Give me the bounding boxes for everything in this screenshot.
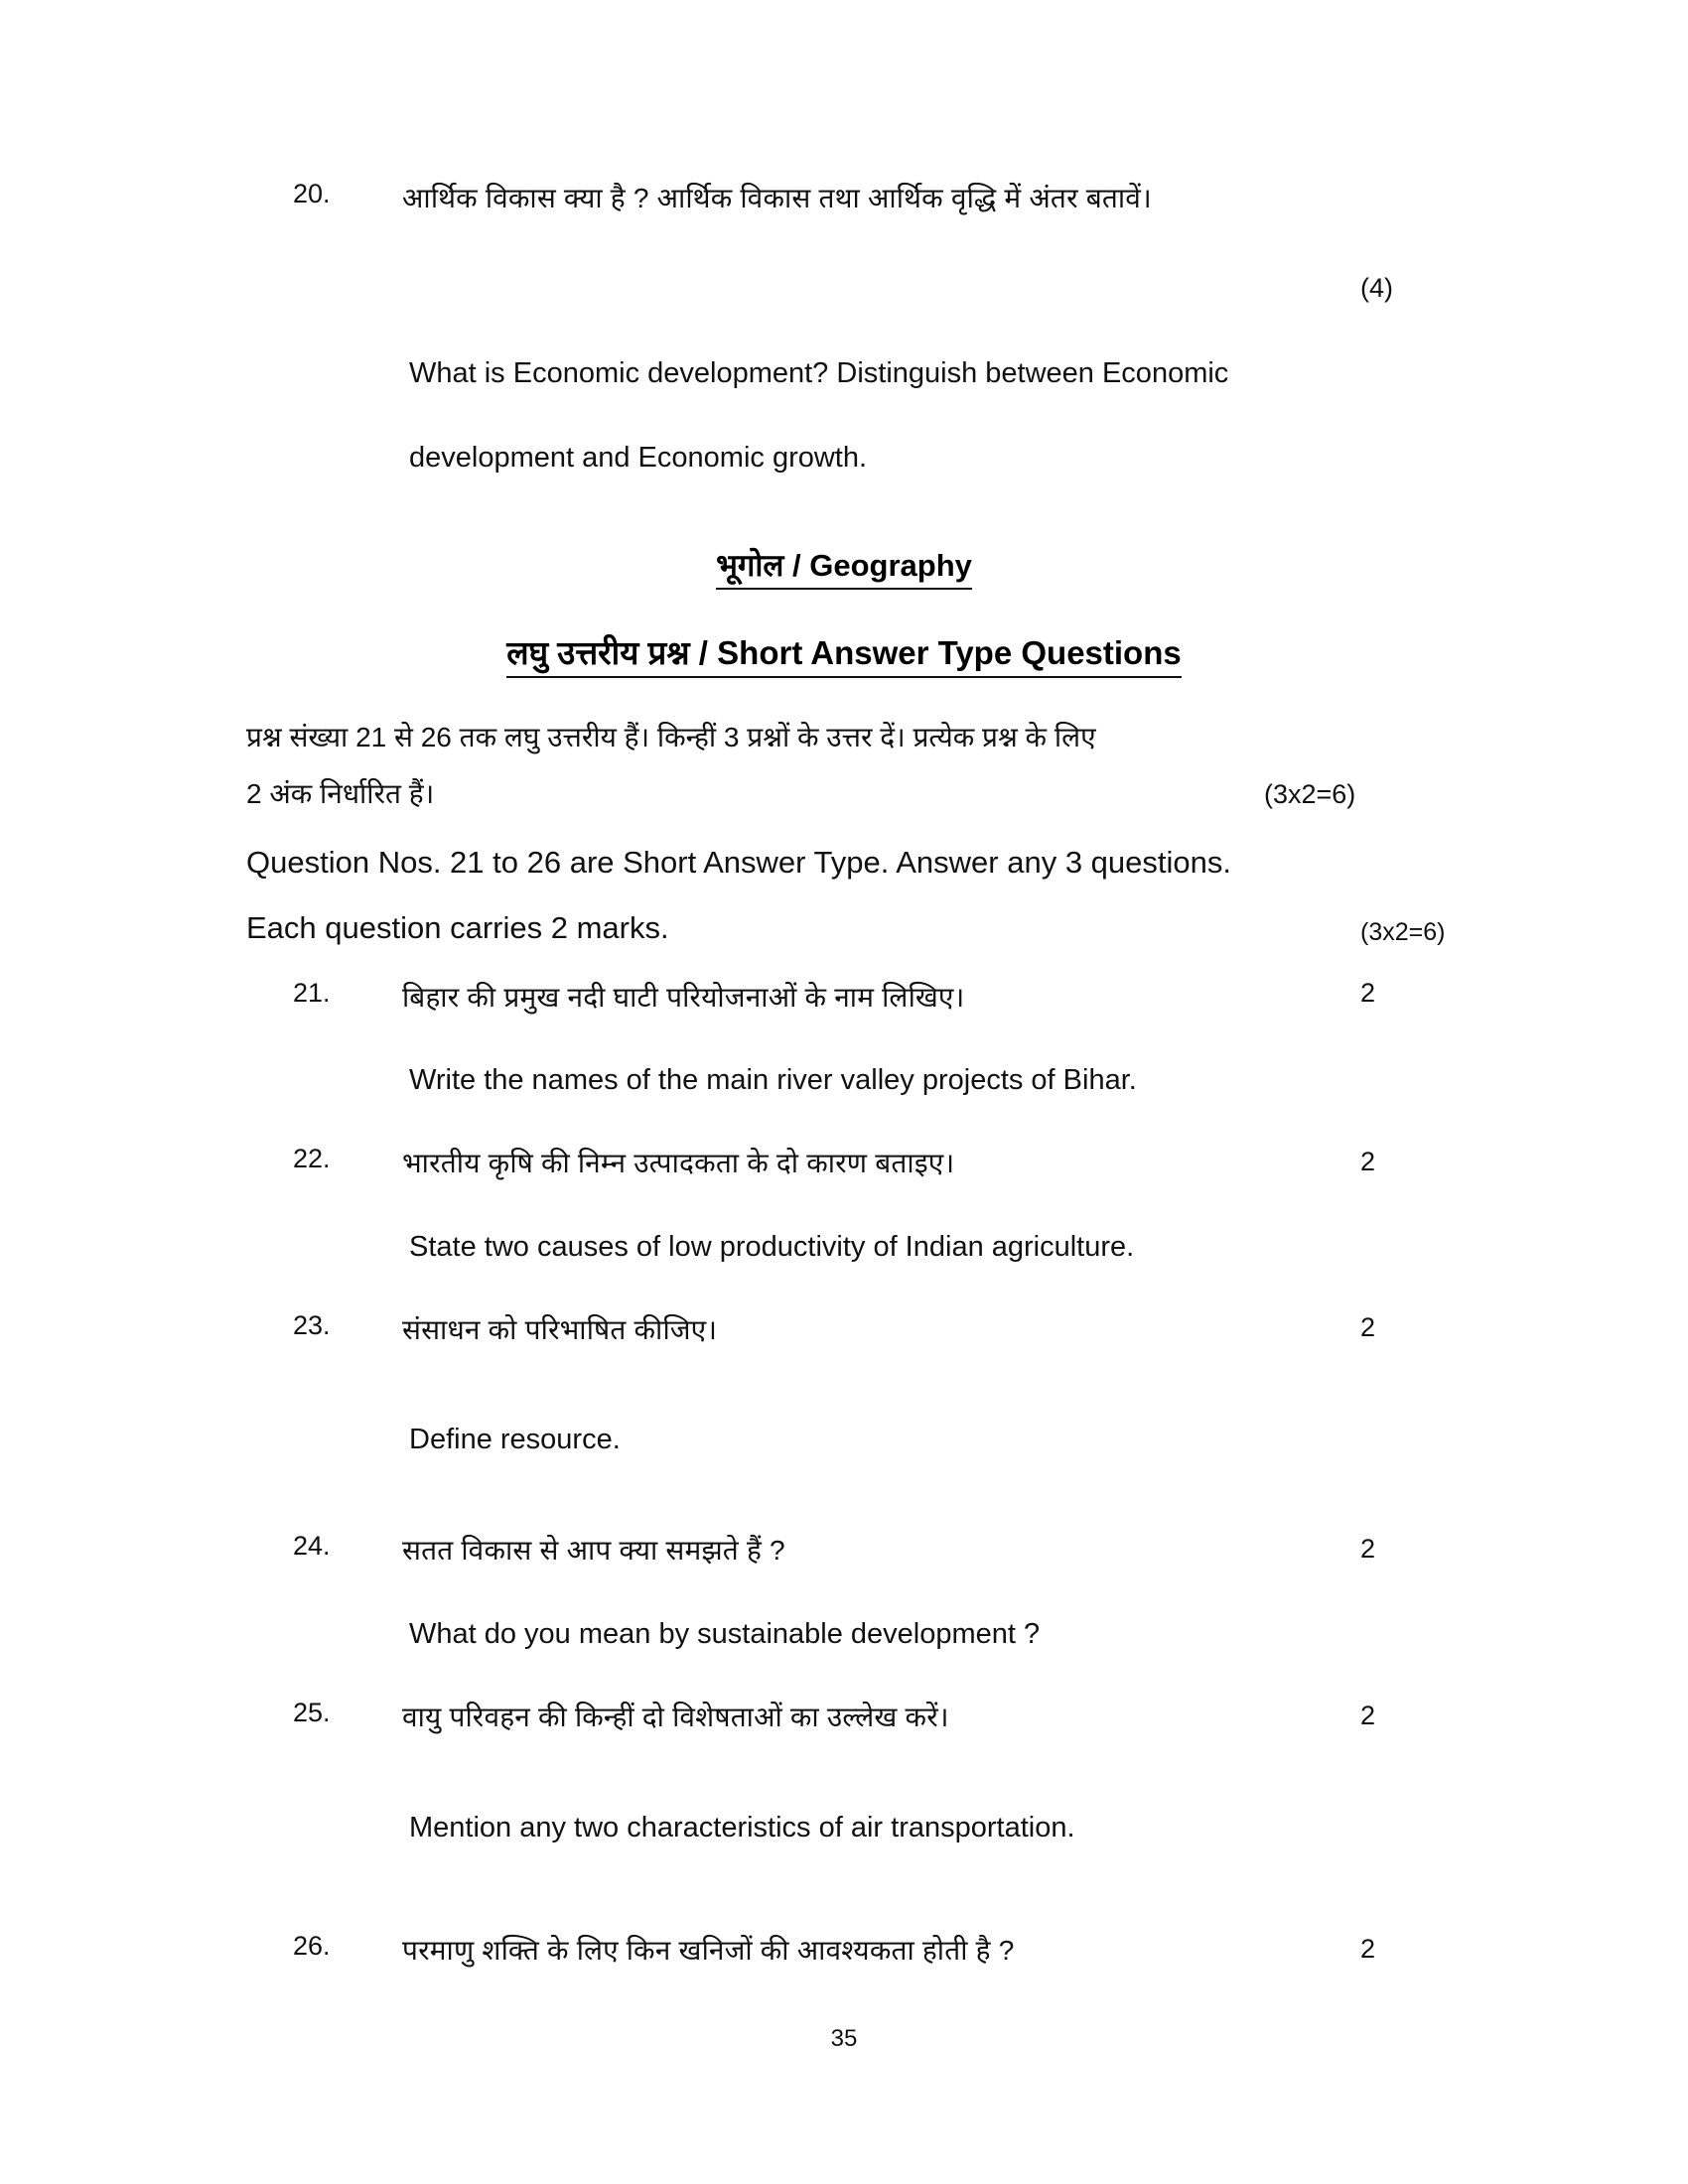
question-21-hindi-text: बिहार की प्रमुख नदी घाटी परियोजनाओं के नाम लिखिए। <box>402 982 965 1013</box>
question-26-number: 26. <box>293 1931 331 1961</box>
question-20-hindi-text: आर्थिक विकास क्या है ? आर्थिक विकास तथा आर्थिक वृद्धि में अंतर बतावें। <box>402 183 1152 213</box>
question-20-number: 20. <box>293 179 331 208</box>
question-23-row <box>293 1310 1534 1348</box>
question-24-marks: 2 <box>1360 1534 1376 1564</box>
question-21-english-text: Write the names of the main river valley projects of Bihar. <box>409 1064 1137 1096</box>
question-24-hindi-text: सतत विकास से आप क्या समझते हैं ? <box>402 1535 785 1566</box>
section-heading-label: लघु उत्तरीय प्रश्न / Short Answer Type Questions <box>506 629 1181 678</box>
question-21-number: 21. <box>293 978 331 1008</box>
question-25-hindi-text: वायु परिवहन की किन्हीं दो विशेषताओं का उल्लेख करें। <box>402 1702 949 1732</box>
question-21-row <box>293 978 1534 1016</box>
instructions-english-line1: Question Nos. 21 to 26 are Short Answer Type. Answer any 3 questions. <box>246 845 1231 880</box>
subject-heading-label: भूगोल / Geography <box>716 544 972 590</box>
question-23-english-text: Define resource. <box>409 1424 621 1455</box>
question-21-marks: 2 <box>1360 978 1376 1008</box>
question-22-row <box>293 1144 1534 1181</box>
question-25-row <box>293 1698 1534 1735</box>
question-23-marks: 2 <box>1360 1312 1376 1342</box>
instructions-hindi-marks: (3x2=6) <box>1264 779 1356 809</box>
question-20-marks: (4) <box>1360 273 1393 303</box>
question-22-number: 22. <box>293 1144 331 1173</box>
question-23-hindi-text: संसाधन को परिभाषित कीजिए। <box>402 1314 718 1345</box>
question-23-number: 23. <box>293 1310 331 1340</box>
question-20-row <box>293 179 1534 216</box>
question-22-english-text: State two causes of low productivity of Indian agriculture. <box>409 1231 1135 1263</box>
instructions-english-marks: (3x2=6) <box>1360 918 1446 946</box>
question-22-hindi-text: भारतीय कृषि की निम्न उत्पादकता के दो कारण बताइए। <box>402 1148 955 1178</box>
question-25-marks: 2 <box>1360 1701 1376 1730</box>
question-24-number: 24. <box>293 1531 331 1561</box>
question-20-english-line2: development and Economic growth. <box>409 442 868 474</box>
page-number: 35 <box>830 2025 858 2052</box>
question-24-english-text: What do you mean by sustainable development ? <box>409 1618 1041 1650</box>
question-24-row <box>293 1531 1534 1569</box>
question-22-marks: 2 <box>1360 1147 1376 1176</box>
instructions-hindi-line1: प्रश्न संख्या 21 से 26 तक लघु उत्तरीय हैं। किन्हीं 3 प्रश्नों के उत्तर दें। प्रत्येक प्रश्न के लिए <box>246 722 1096 752</box>
question-25-english-text: Mention any two characteristics of air transportation. <box>409 1812 1075 1843</box>
question-26-row <box>293 1931 1534 1969</box>
instructions-hindi-line2: 2 अंक निर्धारित हैं। <box>246 778 435 809</box>
question-20-english-line1: What is Economic development? Distinguish between Economic <box>409 357 1229 389</box>
question-26-hindi-text: परमाणु शक्ति के लिए किन खनिजों की आवश्यकता होती है ? <box>402 1935 1015 1966</box>
question-26-marks: 2 <box>1360 1934 1376 1964</box>
question-25-number: 25. <box>293 1698 331 1727</box>
section-heading <box>0 629 1688 678</box>
instructions-english-line2: Each question carries 2 marks. <box>246 910 669 945</box>
subject-heading <box>0 544 1688 590</box>
